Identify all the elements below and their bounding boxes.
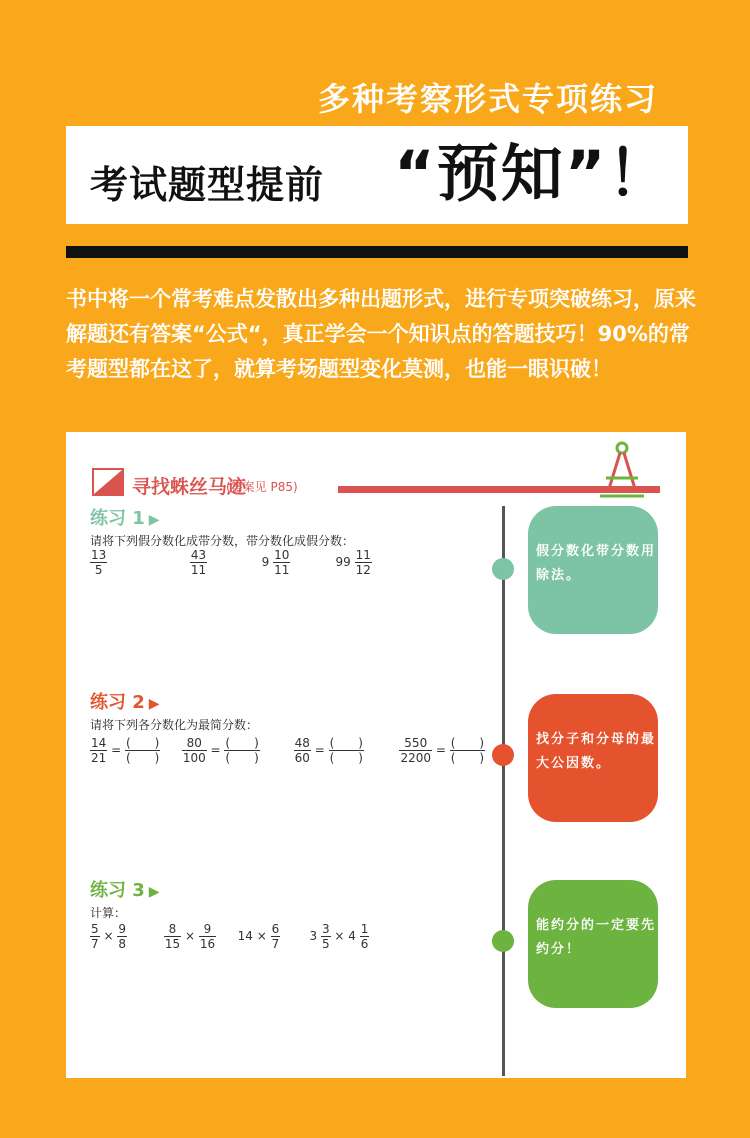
fraction-item: $\frac{13}{5}$ [91,548,107,577]
exercise-3-question: 计算： [90,906,127,920]
exercise-2-tip: 找分子和分母的最大公因数。 [528,694,658,822]
compass-icon [596,440,648,500]
exercise-2-title: 练习 2 ▶ [90,692,160,713]
fraction-item: $\frac{550}{2200}$ = ( ) ( ) [400,736,485,765]
section-icon [92,468,124,496]
hero-subtitle: 多种考察形式专项练习 [317,80,658,118]
exercise-1-dot [492,558,514,580]
title-main: 考试题型提前 [90,163,325,207]
title-underline [66,246,688,258]
fraction-item: $\frac{43}{11}$ [190,548,207,577]
fraction-item: 14 × $\frac{6}{7}$ [237,922,280,951]
exercise-3-title: 练习 3 ▶ [90,880,160,901]
fraction-item: 3 $\frac{3}{5}$ × 4 $\frac{1}{6}$ [309,922,369,951]
fraction-item: $\frac{80}{100}$ = ( ) ( ) [182,736,259,765]
title-emphasis: “预知”！ [394,137,672,210]
exercise-3-items [90,922,399,951]
exercise-1-tip: 假分数化带分数用除法。 [528,506,658,634]
exercise-3-dot [492,930,514,952]
fraction-item: $\frac{14}{21}$ = ( ) ( ) [91,736,160,765]
exercise-3-tip: 能约分的一定要先约分！ [528,880,658,1008]
exercise-1-title: 练习 1 ▶ [90,508,160,529]
exercise-1-items [90,548,395,577]
title-box [66,126,688,224]
description: 书中将一个常考难点发散出多种出题形式，进行专项突破练习，原来解题还有答案“公式“，真正学会一个知识点的答题技巧！90%的常考题型都在这了，就算考场题型变化莫测，也能一眼识破！ [66,287,696,381]
fraction-item: $\frac{5}{7}$ × $\frac{9}{8}$ [91,922,126,951]
exercise-2-dot [492,744,514,766]
content-card [66,432,686,1078]
answer-reference: (答案见 P85) [226,480,298,494]
exercise-1-question: 请将下列假分数化成带分数，带分数化成假分数： [90,534,355,548]
fraction-item: $\frac{48}{60}$ = ( ) ( ) [294,736,363,765]
fraction-item: 99 $\frac{11}{12}$ [335,548,371,577]
timeline-line [502,506,505,1076]
fraction-item: $\frac{8}{15}$ × $\frac{9}{16}$ [164,922,216,951]
section-title: 寻找蛛丝马迹 [132,476,247,498]
exercise-2-question: 请将下列各分数化为最简分数： [90,718,259,732]
fraction-item: 9 $\frac{10}{11}$ [261,548,290,577]
exercise-2-items [90,736,499,765]
